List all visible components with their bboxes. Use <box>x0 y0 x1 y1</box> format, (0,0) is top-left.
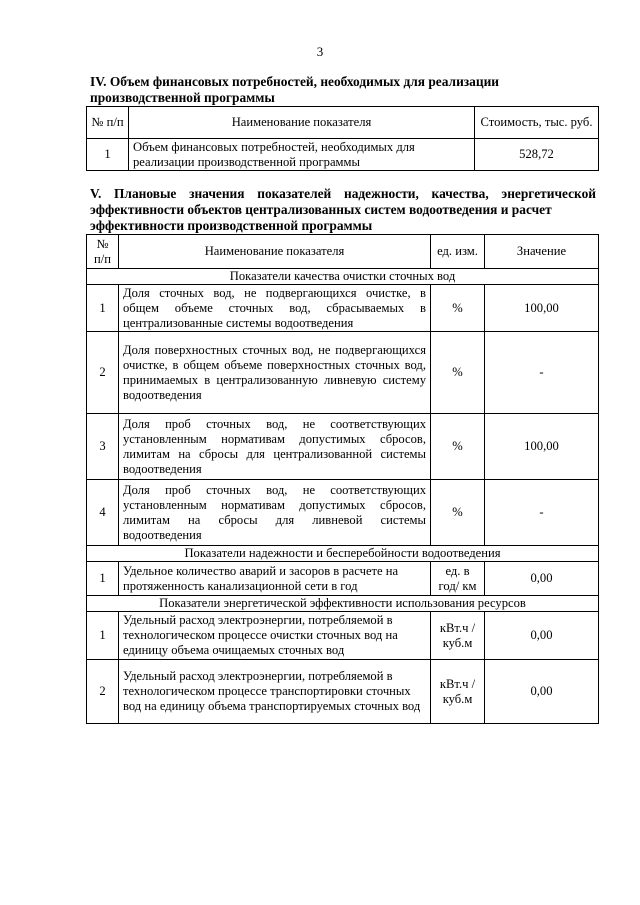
row-value: - <box>485 332 599 414</box>
row-value: 0,00 <box>485 612 599 660</box>
row-unit: кВт.ч / куб.м <box>431 660 485 724</box>
group-title: Показатели энергетической эффективности использования ресурсов <box>87 596 599 612</box>
section-4-heading-line2: производственной программы <box>90 90 275 105</box>
row-unit: кВт.ч / куб.м <box>431 612 485 660</box>
section-4-heading <box>90 74 596 106</box>
header-num: № п/п <box>87 235 119 269</box>
header-name: Наименование показателя <box>119 235 431 269</box>
row-num: 1 <box>87 612 119 660</box>
row-name: Доля сточных вод, не подвергающихся очистке, в общем объеме сточных вод, сбрасываемых в централизованные системы водоотведения <box>119 285 431 332</box>
group-title: Показатели надежности и бесперебойности водоотведения <box>87 546 599 562</box>
table-row <box>87 562 599 596</box>
row-value: - <box>485 480 599 546</box>
table-row <box>87 285 599 332</box>
row-cost: 528,72 <box>475 139 599 171</box>
row-name: Доля проб сточных вод, не соответствующих установленным нормативам допустимых сбросов, лимитам на сбросы для централизованной системы водоотведения <box>119 414 431 480</box>
row-unit: % <box>431 332 485 414</box>
row-num: 2 <box>87 660 119 724</box>
table-row <box>87 139 599 171</box>
row-name: Удельный расход электроэнергии, потребляемой в технологическом процессе очистки сточных вод на единицу объема очищаемых сточных вод <box>119 612 431 660</box>
row-name: Удельное количество аварий и засоров в расчете на протяженность канализационной сети в год <box>119 562 431 596</box>
header-unit: ед. изм. <box>431 235 485 269</box>
section-5-heading-line2: эффективности объектов централизованных систем водоотведения и расчет <box>90 202 552 217</box>
row-name: Доля поверхностных сточных вод, не подвергающихся очистке, в общем объеме поверхностных сточных вод, принимаемых в централизованную ливневую систему водоотведения <box>119 332 431 414</box>
page-number: 3 <box>316 44 324 59</box>
section-4-table <box>86 106 599 171</box>
section-4-header-row <box>87 107 599 139</box>
section-5-heading <box>90 186 596 234</box>
row-unit: % <box>431 480 485 546</box>
row-value: 0,00 <box>485 562 599 596</box>
table-row <box>87 660 599 724</box>
row-num: 1 <box>87 562 119 596</box>
header-value: Значение <box>485 235 599 269</box>
group-header-reliability <box>87 546 599 562</box>
header-cost: Стоимость, тыс. руб. <box>475 107 599 139</box>
row-num: 1 <box>87 285 119 332</box>
header-num: № п/п <box>87 107 129 139</box>
section-5-table <box>86 234 599 724</box>
row-unit: % <box>431 414 485 480</box>
section-5-heading-line1: V. Плановые значения показателей надежности, качества, энергетической <box>90 186 596 201</box>
row-value: 0,00 <box>485 660 599 724</box>
group-header-energy <box>87 596 599 612</box>
row-num: 1 <box>87 139 129 171</box>
row-num: 3 <box>87 414 119 480</box>
section-4-heading-line1: IV. Объем финансовых потребностей, необходимых для реализации <box>90 74 500 89</box>
group-header-quality <box>87 269 599 285</box>
row-name: Доля проб сточных вод, не соответствующих установленным нормативам допустимых сбросов, лимитам на сбросы для ливневой системы водоотведения <box>119 480 431 546</box>
table-row <box>87 332 599 414</box>
row-num: 2 <box>87 332 119 414</box>
header-name: Наименование показателя <box>129 107 475 139</box>
row-name: Удельный расход электроэнергии, потребляемой в технологическом процессе транспортировки сточных вод на единицу объема транспортируемых сточных вод <box>119 660 431 724</box>
group-title: Показатели качества очистки сточных вод <box>87 269 599 285</box>
section-5-heading-line3: эффективности производственной программы <box>90 218 373 233</box>
section-5-header-row <box>87 235 599 269</box>
row-name: Объем финансовых потребностей, необходимых для реализации производственной программы <box>129 139 475 171</box>
row-num: 4 <box>87 480 119 546</box>
table-row <box>87 480 599 546</box>
table-row <box>87 612 599 660</box>
row-value: 100,00 <box>485 285 599 332</box>
row-value: 100,00 <box>485 414 599 480</box>
row-unit: % <box>431 285 485 332</box>
table-row <box>87 414 599 480</box>
row-unit: ед. в год/ км <box>431 562 485 596</box>
